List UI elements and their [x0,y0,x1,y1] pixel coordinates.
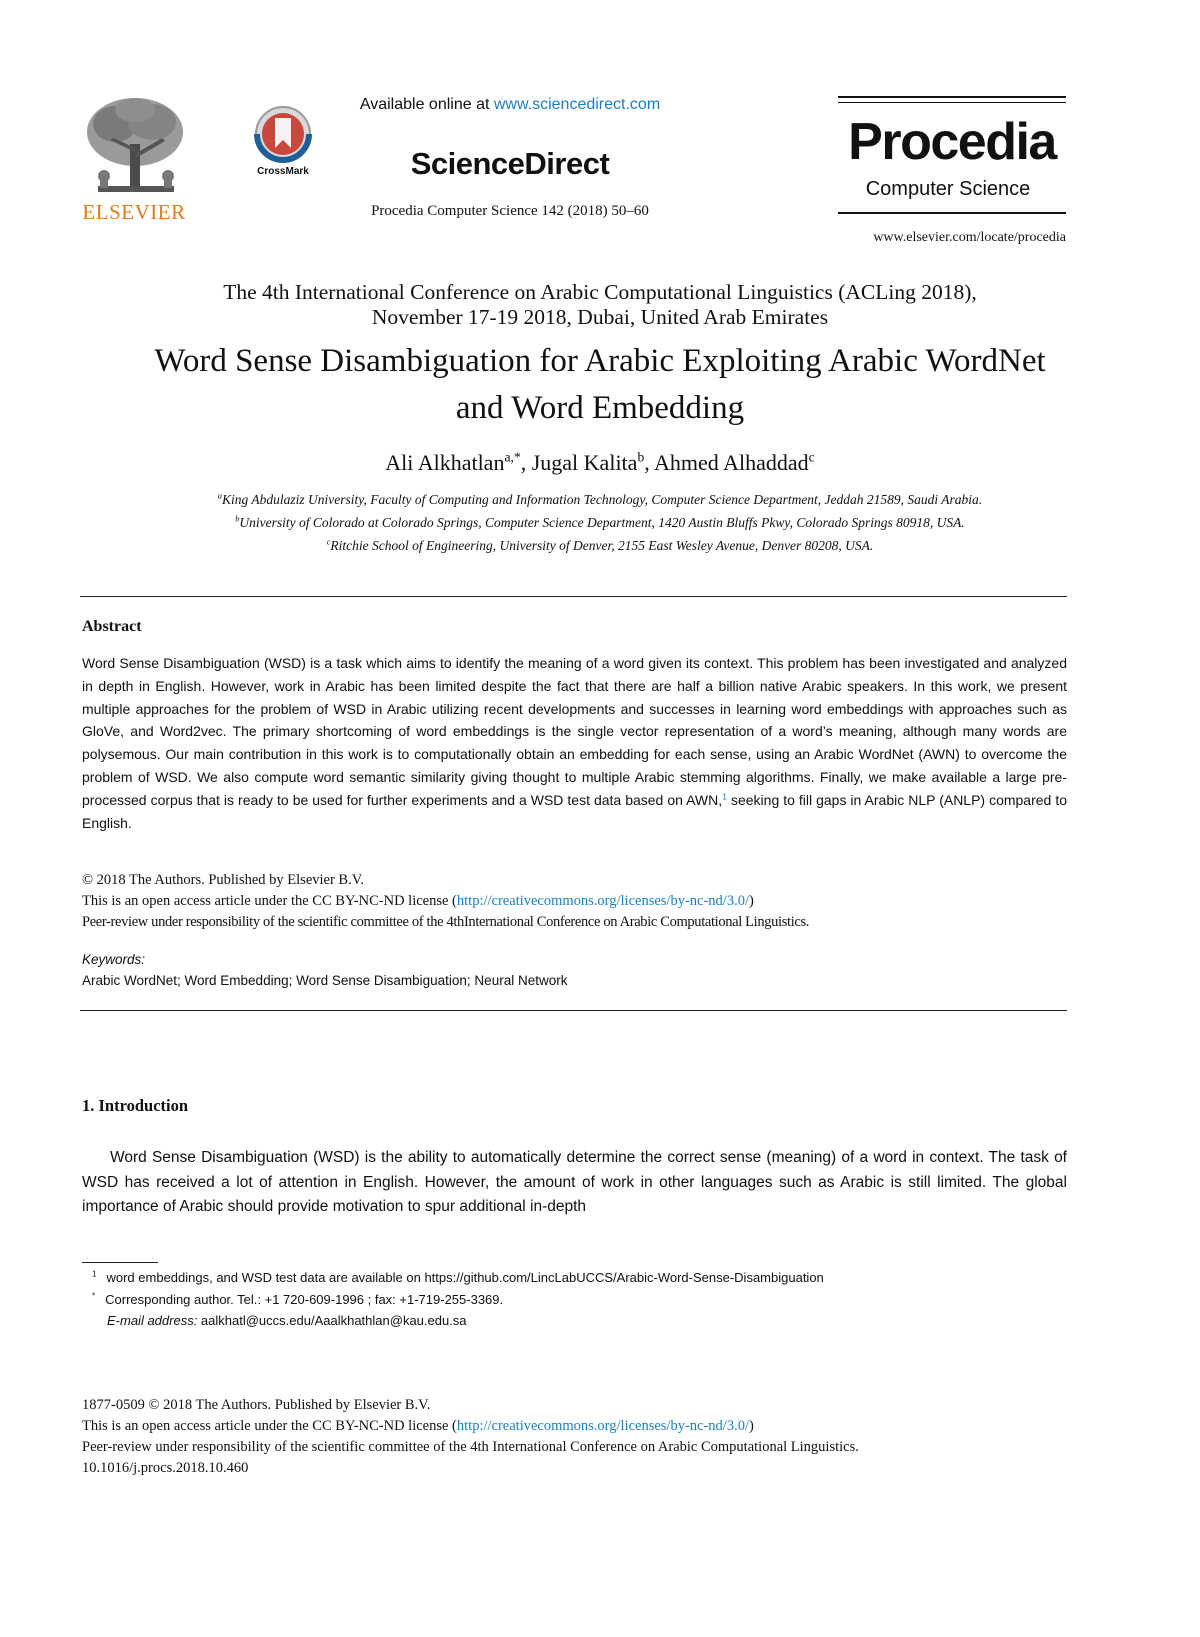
introduction-paragraph: Word Sense Disambiguation (WSD) is the ability to automatically determine the correct sense (meaning) of a word in context. The task of WSD has received a lot of attention in English. However, the amount of work in other languages such as Arabic is still limited. The global importance of Arabic should provide motivation to spur additional in-depth [82,1149,1067,1215]
procedia-rule-top [838,96,1066,98]
affiliation-a: $^a$King Abdulaziz University, Faculty of Computing and Information Technology, Computer Science Department, Jeddah 21589, Saudi Arabia. [217,491,983,507]
journal-citation: Procedia Computer Science 142 (2018) 50–60 [371,203,649,219]
crossmark-label: CrossMark [257,166,309,177]
footer-peer-review: Peer-review under responsibility of the scientific committee of the 4th International Conference on Arabic Computational Linguistics. [82,1439,859,1455]
affiliation-c: $^c$Ritchie School of Engineering, University of Denver, 2155 East Wesley Avenue, Denver 80208, USA. [326,537,874,553]
keywords-list: Arabic WordNet; Word Embedding; Word Sense Disambiguation; Neural Network [82,973,568,988]
footnote-corresponding: * Corresponding author. Tel.: +1 720-609-1996 ; fax: +1-719-255-3369. [92,1291,504,1307]
elsevier-tree-icon [80,92,190,200]
author-list [60,450,1140,476]
footnote-1: $^1$ word embeddings, and WSD test data are available on https://github.com/LincLabUCCS/Arabic-Word-Sense-Disambiguation [92,1269,824,1285]
footnote-email [107,1313,467,1328]
footer-license-link[interactable]: http://creativecommons.org/licenses/by-nc-nd/3.0/ [456,1418,749,1434]
abstract-rule-bottom [80,1010,1067,1011]
footnote-ref-1[interactable]: 1 [722,791,727,802]
procedia-subtitle: Computer Science [865,178,1031,200]
procedia-rule-top2 [838,102,1066,103]
elsevier-wordmark: ELSEVIER [82,200,186,224]
abstract-body: Word Sense Disambiguation (WSD) is a task which aims to identify the meaning of a word given its context. This problem has been investigated and analyzed in depth in English. However, work in Arabic has been limited despite the fact that there are half a billion native Arabic speakers. In this work, we present multiple approaches for the problem of WSD in Arabic utilizing recent developments and successes in learning word embeddings with approaches such as GloVe, and Word2vec. The primary shortcoming of word embeddings is the single vector representation of a word’s meaning, although many words are polysemous. Our main contribution in this work is to computationally obtain an embedding for each sense, using an Arabic WordNet (AWN) to overcome the problem of WSD. We also compute word semantic similarity giving thought to multiple Arabic stemming algorithms. Finally, we make available a large pre-processed corpus that is ready to be used for further experiments and a WSD test data based on AWN,$^1$ seeking to fill gaps in Arabic NLP (ANLP) compared to English. [82,655,1067,831]
sciencedirect-link[interactable]: www.sciencedirect.com [493,96,661,113]
available-online-prefix: Available online at [359,96,494,113]
footnote-rule [82,1262,158,1263]
procedia-title: Procedia [848,113,1056,171]
paper-title-line-1: Word Sense Disambiguation for Arabic Exploiting Arabic WordNet [154,343,1046,379]
abstract-peer-review: Peer-review under responsibility of the scientific committee of the 4thInternational Conference on Arabic Computational Linguistics. [82,914,810,930]
paper-title-line-2: and Word Embedding [455,390,745,426]
email-addresses[interactable]: aalkhatl@uccs.edu/Aaalkhathlan@kau.edu.sa [197,1313,467,1328]
journal-url[interactable]: www.elsevier.com/locate/procedia [873,230,1066,245]
keywords-label: Keywords: [82,952,146,967]
abstract-rule-top [80,596,1067,597]
introduction-heading: 1. Introduction [82,1096,189,1115]
conference-line-2: November 17-19 2018, Dubai, United Arab Emirates [371,305,829,329]
elsevier-logo [80,92,190,227]
footer-issn: 1877-0509 © 2018 The Authors. Published by Elsevier B.V. [82,1397,431,1413]
abstract-license-link[interactable]: http://creativecommons.org/licenses/by-nc-nd/3.0/ [456,893,749,909]
footer-doi[interactable]: 10.1016/j.procs.2018.10.460 [82,1460,249,1476]
author-2: Jugal Kalita$^b$, [531,449,655,475]
available-online [300,96,720,114]
footer-license: This is an open access article under the CC BY-NC-ND license (http://creativecommons.org/licenses/by-nc-nd/3.0/) [82,1418,754,1434]
affiliation-b: $^b$University of Colorado at Colorado Springs, Computer Science Department, 1420 Austin Bluffs Pkwy, Colorado Springs 80918, USA. [235,514,965,530]
abstract-heading: Abstract [82,618,142,635]
author-3: Ahmed Alhaddad$^c$ [654,449,815,475]
sciencedirect-title: ScienceDirect [410,146,610,181]
abstract-license: This is an open access article under the CC BY-NC-ND license (http://creativecommons.org/licenses/by-nc-nd/3.0/) [82,893,754,909]
conference-line-1: The 4th International Conference on Arabic Computational Linguistics (ACLing 2018), [223,280,977,304]
procedia-rule-bottom [838,212,1066,214]
abstract-copyright: © 2018 The Authors. Published by Elsevier B.V. [82,872,364,888]
author-1: Ali Alkhatlan$^{a,*}$, [385,449,532,475]
email-label: E-mail address: [107,1313,198,1328]
